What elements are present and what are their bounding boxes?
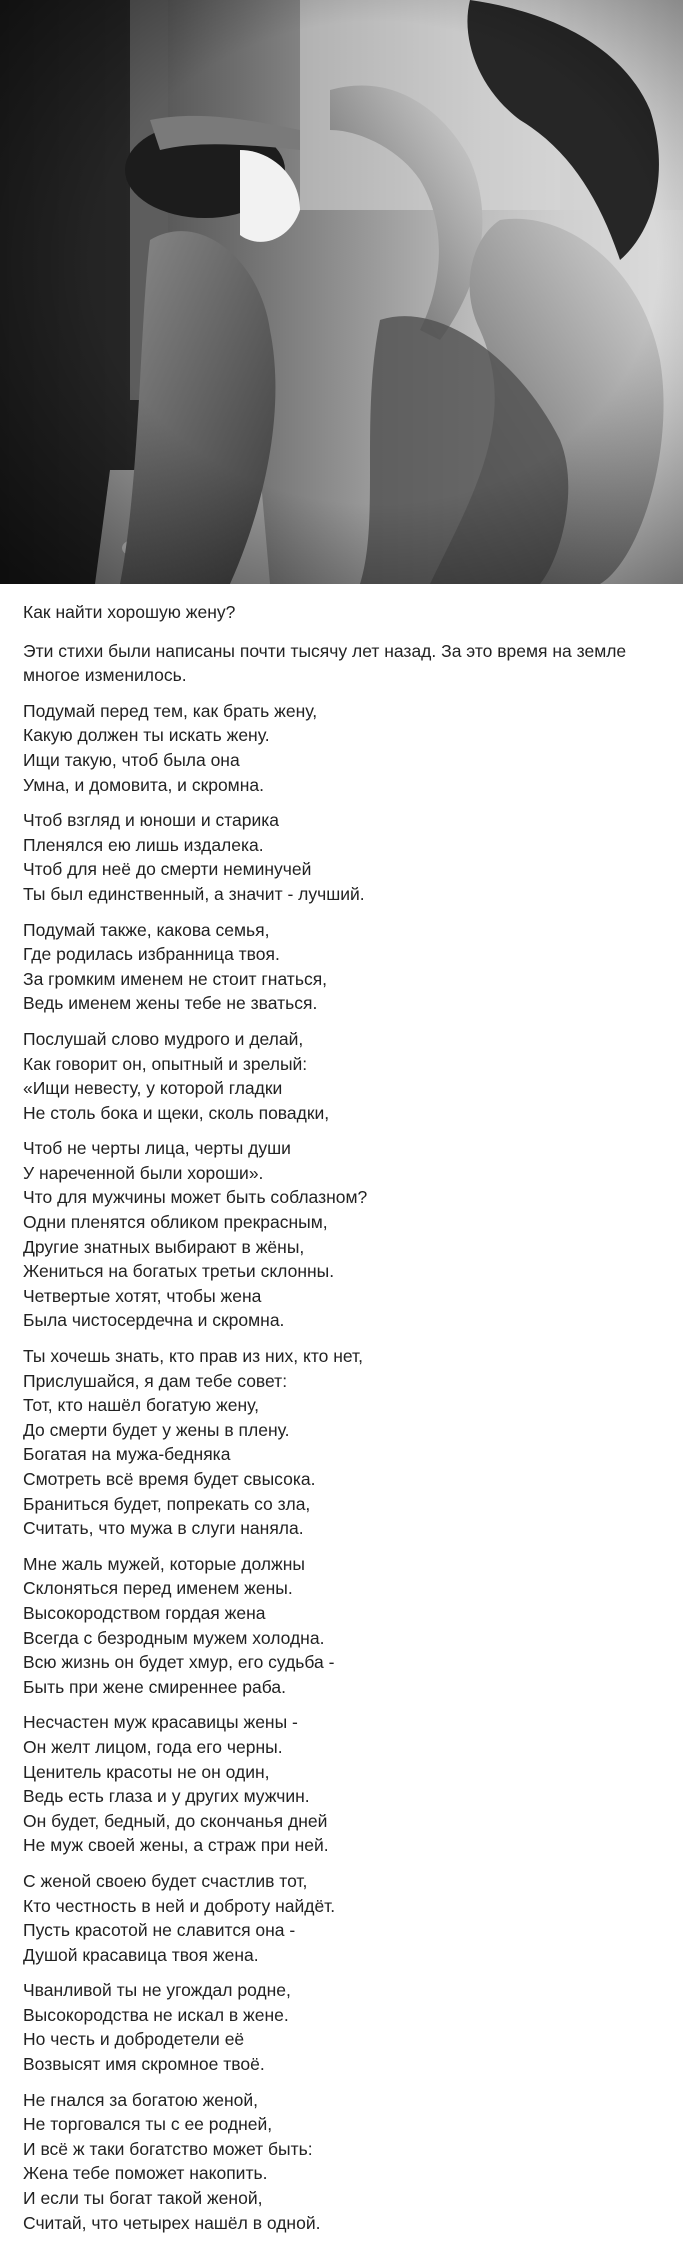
poem-line: С женой своею будет счастлив тот, — [23, 1870, 308, 1891]
stanza-6 — [23, 1344, 663, 1541]
poem-line: Но честь и добродетели её — [23, 2029, 245, 2050]
poem-line: Несчастен муж красавицы жены - — [23, 1712, 298, 1733]
poem-line: Мне жаль мужей, которые должны — [23, 1553, 305, 1574]
stanza-7 — [23, 1552, 663, 1700]
poem-line: До смерти будет у жены в плену. — [23, 1419, 290, 1440]
poem-line: Не муж своей жены, а страж при ней. — [23, 1835, 329, 1856]
poem-line: Какую должен ты искать жену. — [23, 725, 270, 746]
poem-line: Умна, и домовита, и скромна. — [23, 774, 264, 795]
stanza-10 — [23, 1978, 663, 2076]
poem-line: Была чистосердечна и скромна. — [23, 1310, 285, 1331]
poem-article — [23, 600, 663, 2246]
poem-line: Не гнался за богатою женой, — [23, 2089, 259, 2110]
poem-line: Всю жизнь он будет хмур, его судьба - — [23, 1652, 335, 1673]
photo-icon — [0, 0, 683, 584]
poem-line: Где родилась избранница твоя. — [23, 944, 280, 965]
poem-line: Ты хочешь знать, кто прав из них, кто нет, — [23, 1346, 363, 1367]
stanza-1 — [23, 699, 663, 797]
poem-line: Пленялся ею лишь издалека. — [23, 834, 264, 855]
poem-line: Смотреть всё время будет свысока. — [23, 1469, 316, 1489]
poem-line: Ведь именем жены тебе не зваться. — [23, 993, 318, 1014]
poem-line: Склоняться перед именем жены. — [23, 1578, 293, 1599]
poem-line: У нареченной были хороши». — [23, 1162, 264, 1183]
poem-line: Не торговался ты с ее родней, — [23, 2114, 273, 2135]
poem-line: За громким именем не стоит гнаться, — [23, 968, 328, 989]
stanza-5 — [23, 1136, 663, 1333]
poem-line: И если ты богат такой женой, — [23, 2188, 263, 2209]
poem-line: Считать, что мужа в слуги наняла. — [23, 1518, 304, 1539]
stanza-4 — [23, 1027, 663, 1125]
stanza-3 — [23, 918, 663, 1016]
stanza-9 — [23, 1869, 663, 1967]
poem-line: Чтоб не черты лица, черты души — [23, 1138, 291, 1159]
poem-line: Кто честность в ней и доброту найдёт. — [23, 1895, 336, 1916]
poem-line: «Ищи невесту, у которой гладки — [23, 1078, 283, 1099]
poem-line: Быть при жене смиреннее раба. — [23, 1676, 286, 1697]
stanza-8 — [23, 1710, 663, 1858]
poem-line: Не столь бока и щеки, сколь повадки, — [23, 1102, 330, 1123]
poem-line: Как говорит он, опытный и зрелый: — [23, 1053, 308, 1074]
poem-line: Послушай слово мудрого и делай, — [23, 1028, 304, 1049]
poem-line: Душой красавица твоя жена. — [23, 1944, 259, 1965]
poem-line: Одни пленятся обликом прекрасным, — [23, 1212, 328, 1233]
poem-line: Что для мужчины может быть соблазном? — [23, 1187, 368, 1208]
stanza-2 — [23, 808, 663, 906]
poem-line: Чтоб для неё до смерти неминучей — [23, 859, 312, 880]
poem-line: Подумай также, какова семья, — [23, 919, 270, 940]
poem-line: Ведь есть глаза и у других мужчин. — [23, 1786, 310, 1807]
poem-line: Высокородством гордая жена — [23, 1602, 266, 1623]
poem-line: Другие знатных выбирают в жёны, — [23, 1236, 305, 1257]
article-intro: Эти стихи были написаны почти тысячу лет назад. За это время на земле многое изменилось. — [23, 640, 627, 686]
poem-line: Ценитель красоты не он один, — [23, 1761, 270, 1782]
stanza-11 — [23, 2088, 663, 2236]
poem-line: Жена тебе поможет накопить. — [23, 2163, 268, 2184]
poem-line: Жениться на богатых третьи склонны. — [23, 1261, 335, 1282]
poem-line: Богатая на мужа-бедняка — [23, 1444, 231, 1465]
poem-line: Подумай перед тем, как брать жену, — [23, 700, 318, 721]
poem-line: Всегда с безродным мужем холодна. — [23, 1627, 325, 1648]
poem-line: Пусть красотой не славится она - — [23, 1920, 296, 1941]
poem-line: Ты был единственный, а значит - лучший. — [23, 883, 365, 904]
poem-line: Считай, что четырех нашёл в одной. — [23, 2212, 321, 2233]
poem-line: Четвертые хотят, чтобы жена — [23, 1285, 262, 1306]
poem-line: Он будет, бедный, до скончанья дней — [23, 1810, 328, 1831]
poem-line: Чтоб взгляд и юноши и старика — [23, 810, 280, 831]
poem-line: Тот, кто нашёл богатую жену, — [23, 1395, 259, 1416]
header-photo — [0, 0, 683, 584]
poem-line: Ищи такую, чтоб была она — [23, 749, 240, 770]
poem-line: И всё ж таки богатство может быть: — [23, 2138, 313, 2159]
poem-line: Он желт лицом, года его черны. — [23, 1736, 283, 1757]
poem-line: Возвысят имя скромное твоё. — [23, 2054, 265, 2075]
poem-line: Высокородства не искал в жене. — [23, 2004, 289, 2025]
poem-line: Браниться будет, попрекать со зла, — [23, 1493, 311, 1514]
poem-line: Прислушайся, я дам тебе совет: — [23, 1370, 288, 1391]
article-title: Как найти хорошую жену? — [23, 602, 236, 622]
poem-line: Чванливой ты не угождал родне, — [23, 1980, 291, 2001]
